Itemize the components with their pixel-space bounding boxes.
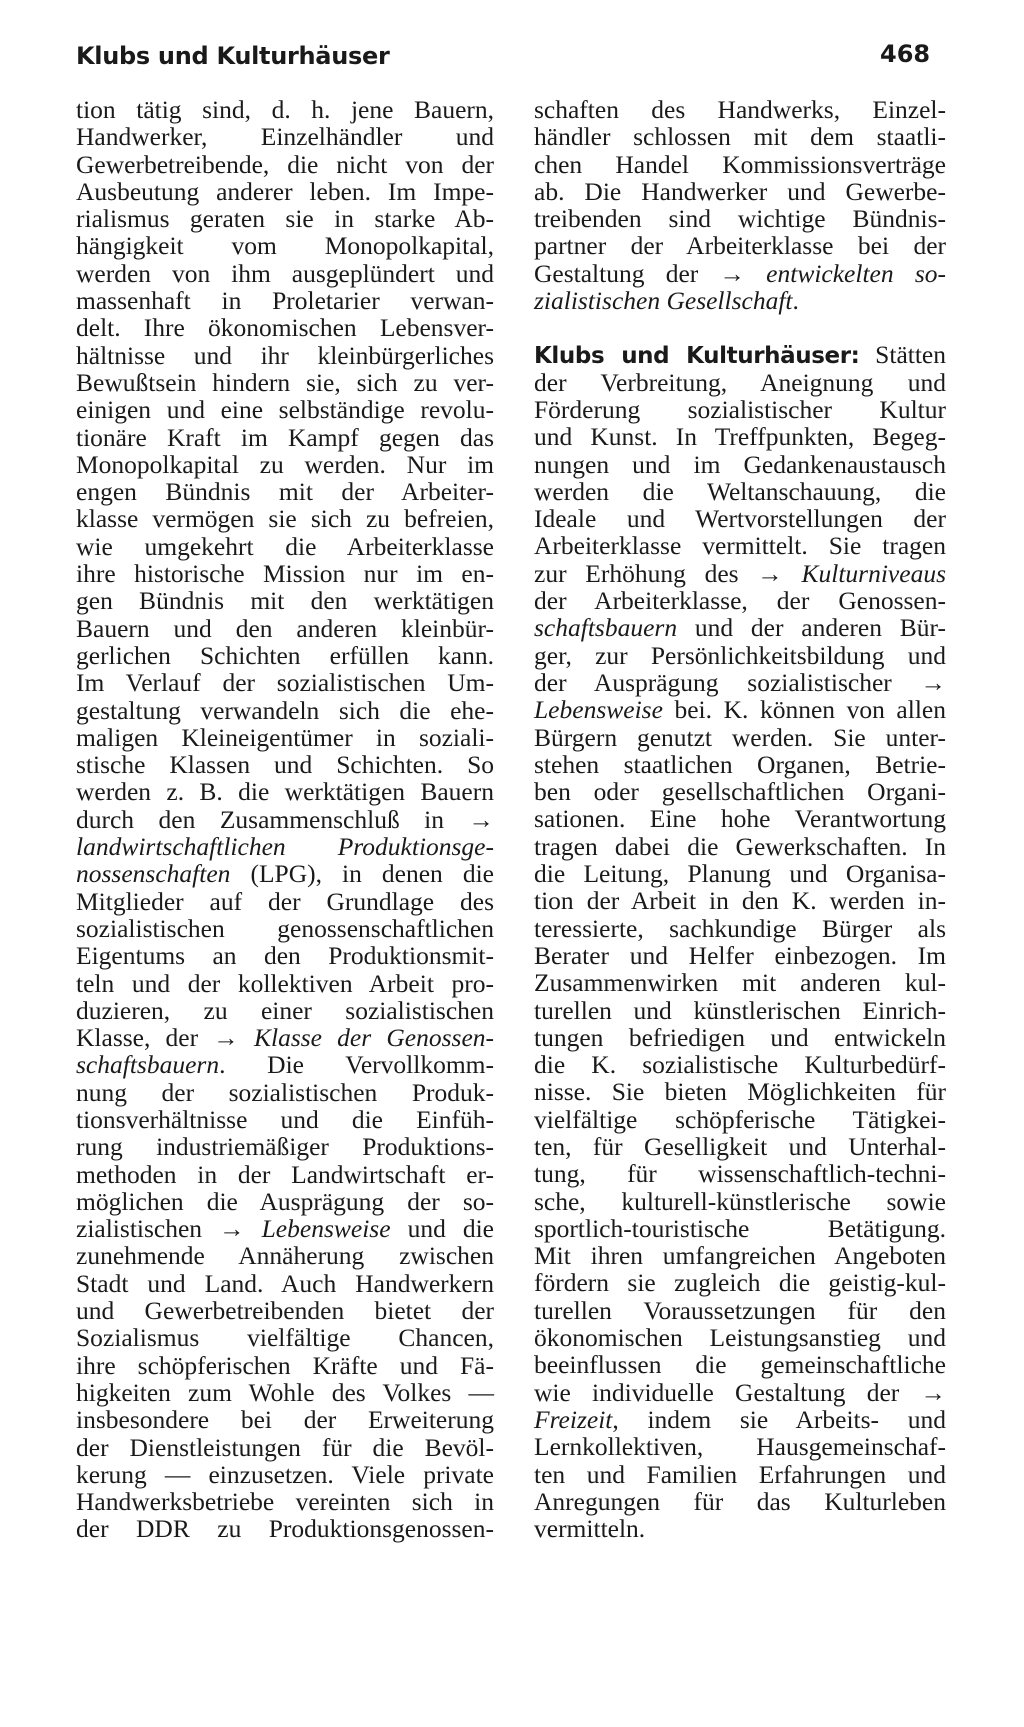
text-line: nisse. Sie bieten Möglichkeiten für	[534, 1077, 946, 1107]
text-line: werden von ihm ausgeplündert und	[76, 258, 494, 288]
text-line: ten und Familien Erfahrungen und	[534, 1459, 946, 1489]
text-line: schaftsbauern und der anderen Bür-	[534, 613, 946, 643]
text-line: Zusammenwirken mit anderen kul-	[534, 968, 946, 998]
page-number: 468	[880, 40, 931, 68]
text-line: Berater und Helfer einbezogen. Im	[534, 940, 946, 970]
entry-first-line-text: Stätten	[859, 340, 946, 370]
text-line: Monopolkapital zu werden. Nur im	[76, 449, 494, 479]
text-line: insbesondere bei der Erweiterung	[76, 1405, 494, 1435]
text-line: Bauern und den anderen kleinbür-	[76, 613, 494, 643]
text-line: ihre historische Mission nur im en-	[76, 559, 494, 589]
text-line: vielfältige schöpferische Tätigkei-	[534, 1104, 946, 1134]
text-line: ab. Die Handwerker und Gewerbe-	[534, 176, 946, 206]
text-line: händler schlossen mit dem staatli-	[534, 122, 946, 152]
text-line: wie umgekehrt die Arbeiterklasse	[76, 531, 494, 561]
text-line: tungen befriedigen und entwickeln	[534, 1022, 946, 1052]
text-line: methoden in der Landwirtschaft er-	[76, 1159, 494, 1189]
entry-gap	[534, 314, 946, 341]
text-line: ihre schöpferischen Kräfte und Fä-	[76, 1350, 494, 1380]
text-line: zialistischen Gesellschaft.	[534, 286, 799, 316]
text-line: Handwerker, Einzelhändler und	[76, 122, 494, 152]
text-line: sozialistischen genossenschaftlichen	[76, 913, 494, 943]
text-line: vermitteln.	[534, 1514, 646, 1544]
text-line: ten, für Geselligkeit und Unterhal-	[534, 1131, 946, 1161]
text-line: die K. sozialistische Kulturbedürf-	[534, 1050, 946, 1080]
entry-headword: Klubs und Kulturhäuser:	[534, 343, 860, 370]
text-line: Im Verlauf der sozialistischen Um-	[76, 668, 494, 698]
text-line: delt. Ihre ökonomischen Lebensver-	[76, 313, 494, 343]
text-line: kerung — einzusetzen. Viele private	[76, 1459, 494, 1489]
text-line: und Kunst. In Treffpunkten, Begeg-	[534, 422, 946, 452]
text-line: maligen Kleineigentümer in soziali-	[76, 722, 494, 752]
text-line: duzieren, zu einer sozialistischen	[76, 995, 494, 1025]
text-line: turellen Voraussetzungen für den	[534, 1295, 946, 1325]
text-line: Ausbeutung anderer leben. Im Impe-	[76, 176, 494, 206]
text-line: teressierte, sachkundige Bürger als	[534, 913, 946, 943]
text-line: Bürgern genutzt werden. Sie unter-	[534, 722, 946, 752]
text-line: Sozialismus vielfältige Chancen,	[76, 1323, 494, 1353]
text-line: sationen. Eine hohe Verantwortung	[534, 804, 946, 834]
text-line: rialismus geraten sie in starke Ab-	[76, 204, 494, 234]
text-line: gen Bündnis mit den werktätigen	[76, 586, 494, 616]
text-line: fördern sie zugleich die geistig-kul-	[534, 1268, 946, 1298]
text-line: ökonomischen Leistungsanstieg und	[534, 1323, 946, 1353]
text-line: partner der Arbeiterklasse bei der	[534, 231, 946, 261]
text-line: Ideale und Wertvorstellungen der	[534, 504, 946, 534]
entry-body	[534, 369, 946, 1543]
text-line: der Arbeiterklasse, der Genossen-	[534, 586, 946, 616]
text-line: Bewußtsein hindern sie, sich zu ver-	[76, 367, 494, 397]
text-line: Gestaltung der → entwickelten so-	[534, 258, 946, 288]
text-line: einigen und eine selbständige revolu-	[76, 395, 494, 425]
text-line: nossenschaften (LPG), in denen die	[76, 859, 494, 889]
text-line: ger, zur Persönlichkeitsbildung und	[534, 640, 946, 670]
text-line: chen Handel Kommissionsverträge	[534, 149, 946, 179]
text-line: Klasse, der → Klasse der Genossen-	[76, 1023, 494, 1053]
text-line: die Leitung, Planung und Organisa-	[534, 859, 946, 889]
text-line: stische Klassen und Schichten. So	[76, 750, 494, 780]
text-line: tion tätig sind, d. h. jene Bauern,	[76, 95, 494, 124]
text-line: tionäre Kraft im Kampf gegen das	[76, 422, 494, 452]
text-line: der Verbreitung, Aneignung und	[534, 367, 946, 397]
text-line: hältnisse und ihr kleinbürgerliches	[76, 340, 494, 370]
text-line: gestaltung verwandeln sich die ehe-	[76, 695, 494, 725]
text-line: Mit ihren umfangreichen Angeboten	[534, 1241, 946, 1271]
text-line: rung industriemäßiger Produktions-	[76, 1132, 494, 1162]
text-line: Gewerbetreibende, die nicht von der	[76, 149, 494, 179]
text-line: zunehmende Annäherung zwischen	[76, 1241, 494, 1271]
text-line: sche, kulturell-künstlerische sowie	[534, 1186, 946, 1216]
text-line: massenhaft in Proletarier verwan-	[76, 286, 494, 316]
text-line: schaften des Handwerks, Einzel-	[534, 95, 946, 124]
text-line: wie individuelle Gestaltung der →	[534, 1377, 946, 1407]
text-line: werden die Weltanschauung, die	[534, 476, 946, 506]
text-line: werden z. B. die werktätigen Bauern	[76, 777, 494, 807]
previous-entry-continuation	[534, 96, 946, 314]
right-column	[534, 96, 946, 1542]
text-line: teln und der kollektiven Arbeit pro-	[76, 968, 494, 998]
text-line: tionsverhältnisse und die Einfüh-	[76, 1104, 494, 1134]
text-line: Freizeit, indem sie Arbeits- und	[534, 1404, 946, 1434]
text-line: engen Bündnis mit der Arbeiter-	[76, 477, 494, 507]
text-line: Lebensweise bei. K. können von allen	[534, 695, 946, 725]
text-line: tragen dabei die Gewerkschaften. In	[534, 831, 946, 861]
text-line: klasse vermögen sie sich zu befreien,	[76, 504, 494, 534]
text-line: möglichen die Ausprägung der so-	[76, 1186, 494, 1216]
text-line: Stadt und Land. Auch Handwerkern	[76, 1268, 494, 1298]
text-line: nungen und im Gedankenaustausch	[534, 449, 946, 479]
text-line: sportlich-touristische Betätigung.	[534, 1213, 946, 1243]
text-line: Handwerksbetriebe vereinten sich in	[76, 1487, 494, 1517]
text-line: tung, für wissenschaftlich-techni-	[534, 1159, 946, 1189]
text-line: Förderung sozialistischer Kultur	[534, 394, 946, 424]
text-line: Arbeiterklasse vermittelt. Sie tragen	[534, 531, 946, 561]
text-line: hängigkeit vom Monopolkapital,	[76, 231, 494, 261]
text-line: zur Erhöhung des → Kulturniveaus	[534, 558, 946, 588]
text-line: Mitglieder auf der Grundlage des	[76, 886, 494, 916]
text-line: der Ausprägung sozialistischer →	[534, 667, 946, 697]
text-line: Lernkollektiven, Hausgemeinschaf-	[534, 1432, 946, 1462]
text-line: Eigentums an den Produktionsmit-	[76, 941, 494, 971]
running-head: Klubs und Kulturhäuser	[76, 42, 390, 70]
text-line: der Dienstleistungen für die Bevöl-	[76, 1432, 494, 1462]
text-line: treibenden sind wichtige Bündnis-	[534, 204, 946, 234]
text-line: higkeiten zum Wohle des Volkes —	[76, 1377, 494, 1407]
text-line: landwirtschaftlichen Produktionsge-	[76, 832, 494, 862]
left-column	[76, 96, 494, 1543]
text-line: und Gewerbetreibenden bietet der	[76, 1296, 494, 1326]
text-line: zialistischen → Lebensweise und die	[76, 1214, 495, 1244]
text-line: ben oder gesellschaftlichen Organi-	[534, 777, 946, 807]
text-line: gerlichen Schichten erfüllen kann.	[76, 640, 494, 670]
text-line: schaftsbauern. Die Vervollkomm-	[76, 1050, 494, 1080]
text-line: turellen und künstlerischen Einrich-	[534, 995, 946, 1025]
text-line: beeinflussen die gemeinschaftliche	[534, 1350, 946, 1380]
entry-first-line	[534, 341, 946, 368]
text-line: durch den Zusammenschluß in →	[76, 804, 494, 834]
text-line: stehen staatlichen Organen, Betrie-	[534, 749, 946, 779]
text-line: nung der sozialistischen Produk-	[76, 1077, 494, 1107]
text-line: Anregungen für das Kulturleben	[534, 1486, 946, 1516]
text-line: tion der Arbeit in den K. werden in-	[534, 886, 946, 916]
text-line: der DDR zu Produktionsgenossen-	[76, 1514, 494, 1544]
